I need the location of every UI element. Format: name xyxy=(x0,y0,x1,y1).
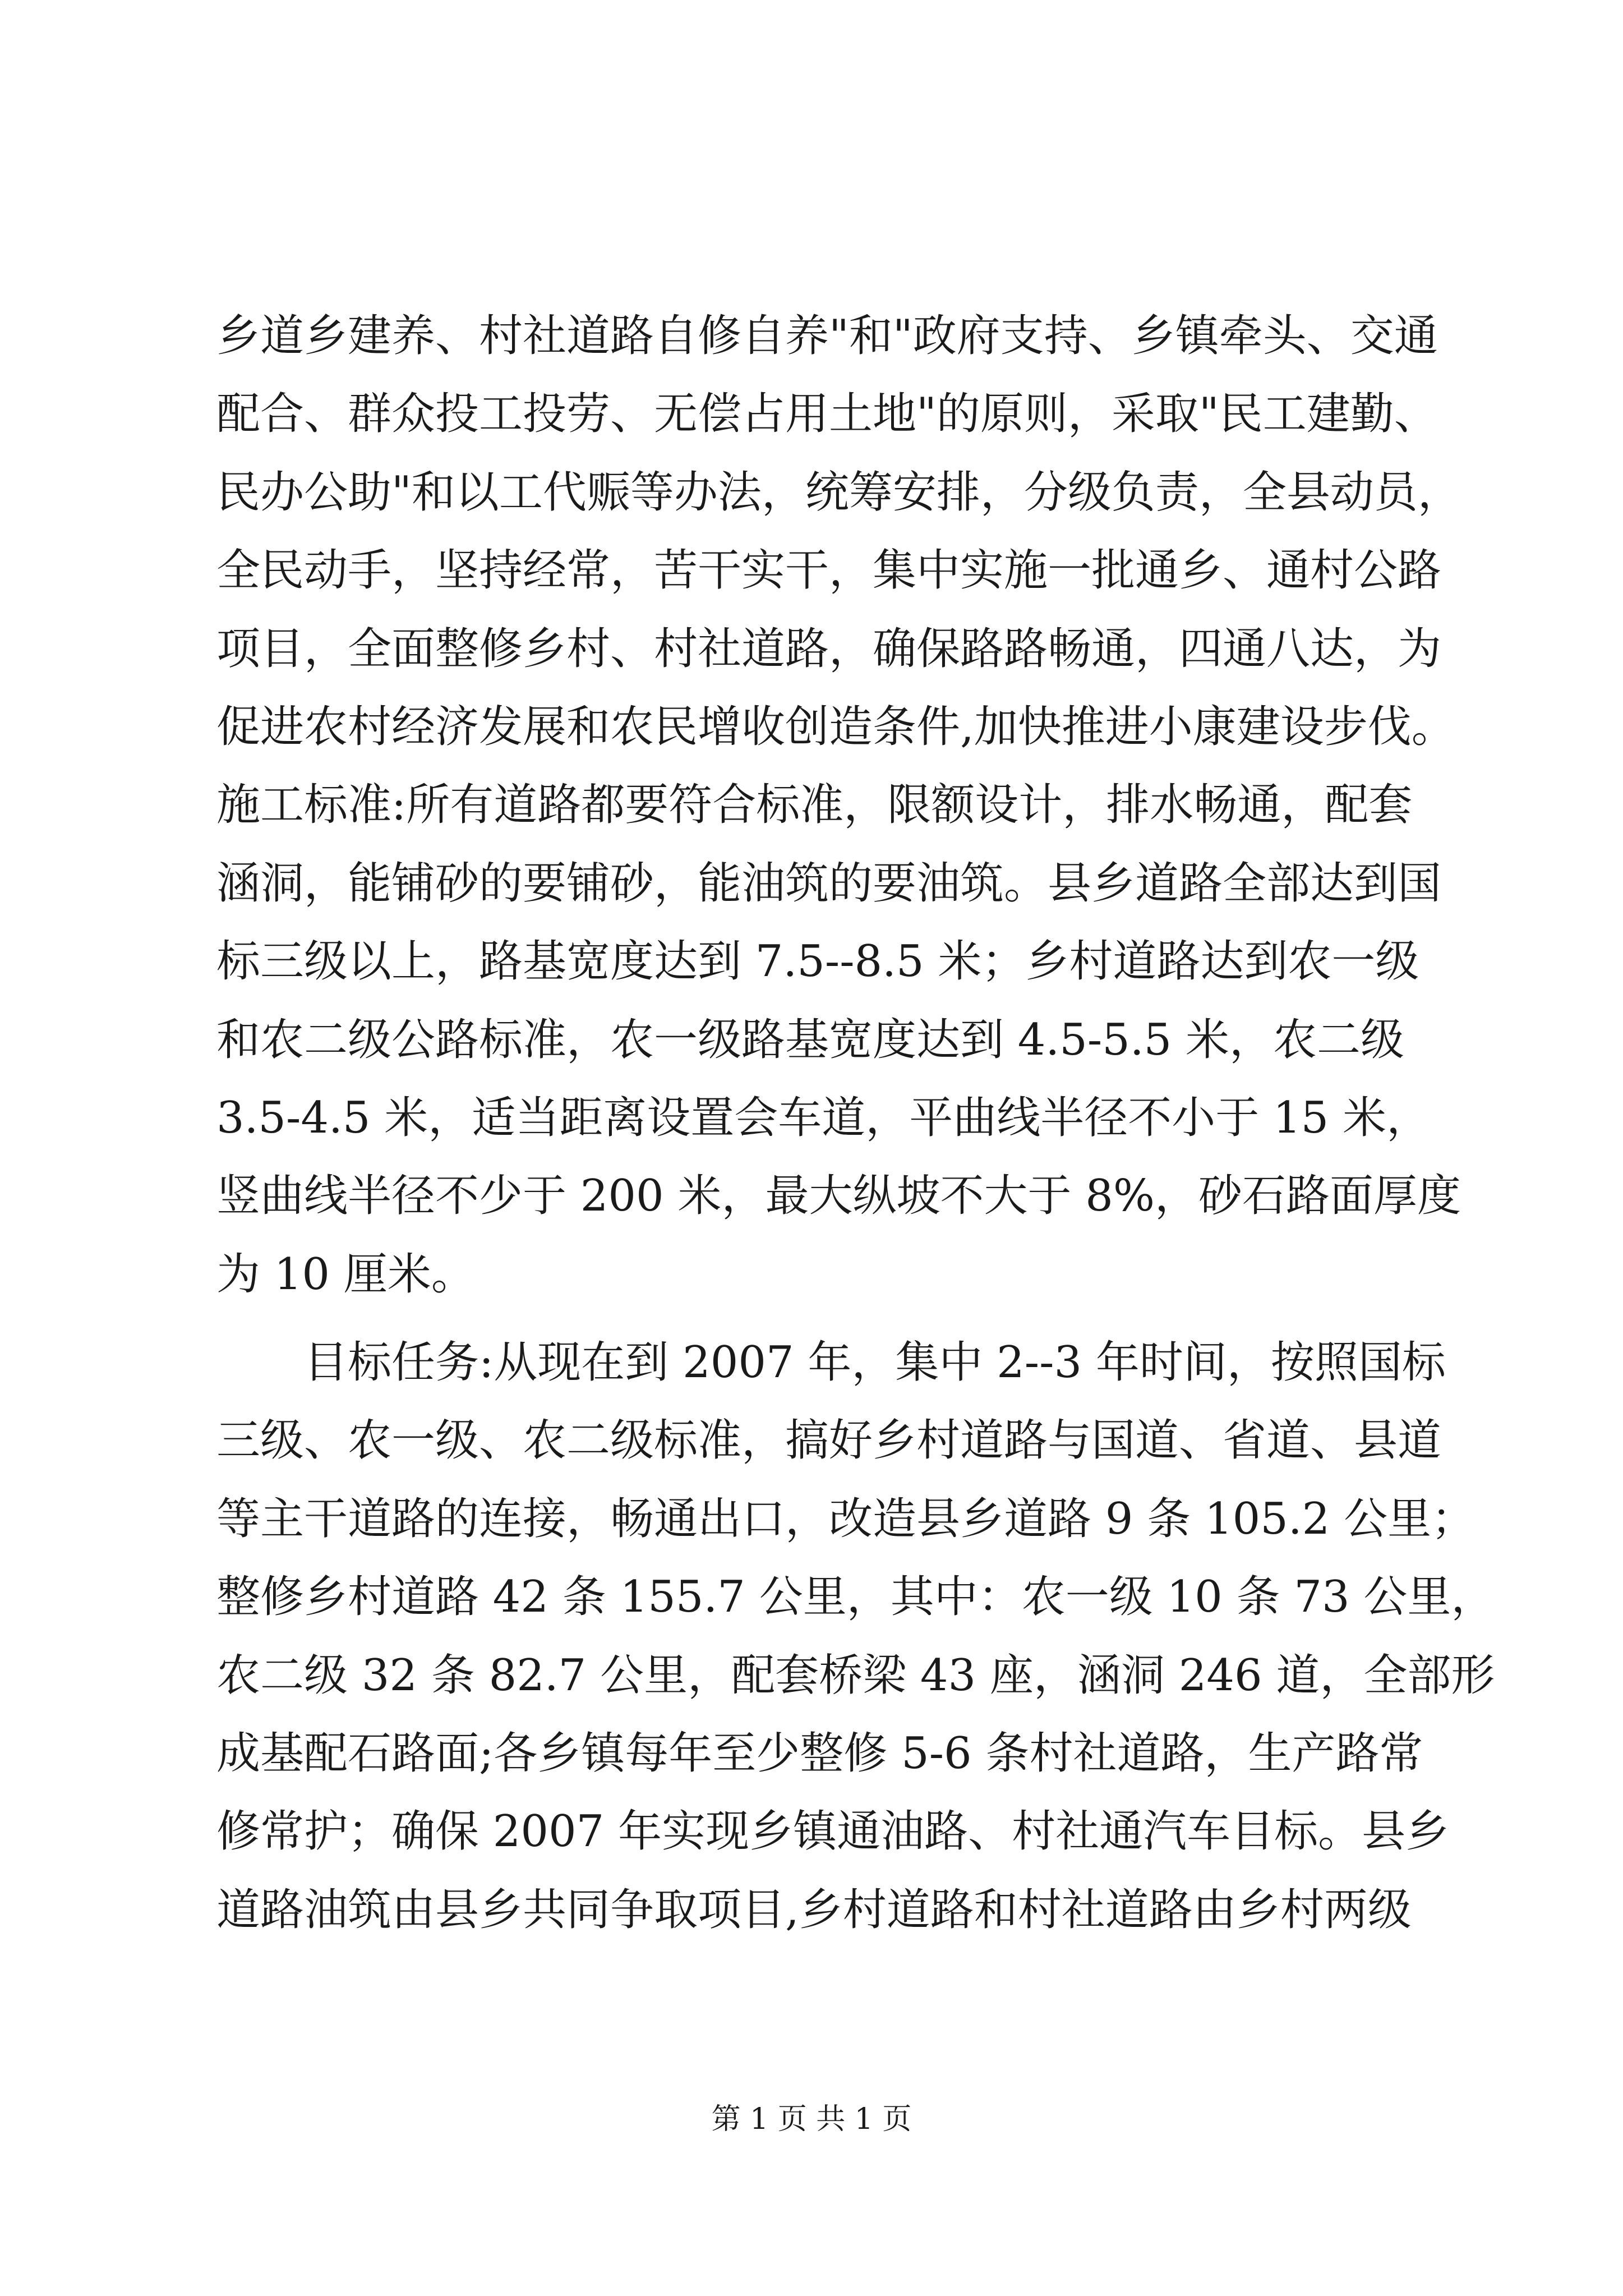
text-line: 和农二级公路标准，农一级路基宽度达到 4.5-5.5 米，农二级 xyxy=(216,1014,1405,1065)
text-line: 三级、农一级、农二级标准，搞好乡村道路与国道、省道、县道 xyxy=(216,1415,1442,1466)
text-line: 修常护；确保 2007 年实现乡镇通油路、村社通汽车目标。县乡 xyxy=(216,1806,1450,1857)
text-line: 涵洞，能铺砂的要铺砂，能油筑的要油筑。县乡道路全部达到国 xyxy=(216,858,1442,909)
text-line: 配合、群众投工投劳、无偿占用土地"的原则，采取"民工建勤、 xyxy=(216,389,1438,440)
paragraph-construction-standard xyxy=(216,297,1461,1314)
text-line: 全民动手，坚持经常，苦干实干，集中实施一批通乡、通村公路 xyxy=(216,545,1442,596)
text-line: 整修乡村道路 42 条 155.7 公里，其中：农一级 10 条 73 公里， xyxy=(216,1572,1495,1623)
text-line: 道路油筑由县乡共同争取项目,乡村道路和村社道路由乡村两级 xyxy=(216,1884,1412,1935)
text-line: 为 10 厘米。 xyxy=(216,1249,475,1300)
paragraph-gap xyxy=(216,1314,1445,1324)
text-line: 等主干道路的连接，畅通出口，改造县乡道路 9 条 105.2 公里； xyxy=(216,1493,1476,1544)
text-line: 项目，全面整修乡村、村社道路，确保路路畅通，四通八达，为 xyxy=(216,623,1442,674)
text-line: 民办公助"和以工代赈等办法，统筹安排，分级负责，全县动员， xyxy=(216,467,1461,518)
text-line: 乡道乡建养、村社道路自修自养"和"政府支持、乡镇牵头、交通 xyxy=(216,311,1438,361)
text-line: 成基配石路面;各乡镇每年至少整修 5-6 条村社道路，生产路常 xyxy=(216,1728,1423,1779)
text-line: 竖曲线半径不少于 200 米，最大纵坡不大于 8%，砂石路面厚度 xyxy=(216,1171,1461,1222)
text-line: 施工标准:所有道路都要符合标准，限额设计，排水畅通，配套 xyxy=(216,780,1413,831)
text-line: 促进农村经济发展和农民增收创造条件,加快推进小康建设步伐。 xyxy=(216,701,1455,752)
text-line: 标三级以上，路基宽度达到 7.5--8.5 米；乡村道路达到农一级 xyxy=(216,936,1419,987)
paragraph-target-tasks xyxy=(216,1324,1495,1949)
text-line: 农二级 32 条 82.7 公里，配套桥梁 43 座，涵洞 246 道，全部形 xyxy=(216,1650,1495,1701)
text-line: 目标任务:从现在到 2007 年，集中 2--3 年时间，按照国标 xyxy=(304,1337,1446,1388)
page-footer: 第 1 页 共 1 页 xyxy=(711,2102,912,2136)
document-body xyxy=(216,297,1495,1949)
text-line: 3.5-4.5 米，适当距离设置会车道，平曲线半径不小于 15 米， xyxy=(216,1092,1431,1143)
